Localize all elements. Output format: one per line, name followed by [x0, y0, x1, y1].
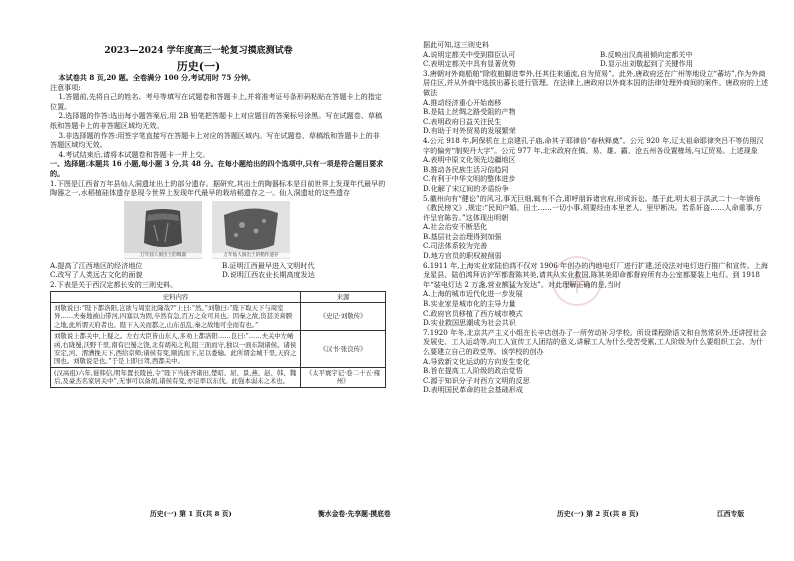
option: D.表明国民革命的社会基础形成	[423, 385, 523, 395]
option: C.司法体系较为完善	[423, 241, 488, 251]
notice-item: 2.选择题的作答:选出每小题答案后,用 2B 铅笔把答题卡上对应题目的答案标号涂黑。写在试题卷、草稿纸和答题卡上的非答题区域均无效。	[50, 111, 383, 130]
question-4-stem: 4.公元 918 年,阿保机在上京建孔子庙,命其子耶律倍“春秋释奠”。公元 920 年,辽太祖命耶律突吕不等仿照汉字的偏旁“制契丹大字”。公元 977 年,北宋政府在镇、易、雄、霸、沧五州各设置榷场,与辽贸易。上述现象	[423, 135, 764, 155]
table-header: 来源	[301, 291, 386, 302]
pottery-image	[124, 201, 202, 259]
table-header-row	[51, 291, 386, 302]
table-cell-source: 《太平寰宇记·卷二十五·雍州》	[301, 367, 386, 387]
question-1-options	[50, 261, 386, 280]
question-1-stem: 1.下图是江西省万年县仙人洞遗址出土的部分遗存。据研究,其出土的陶器标本是目前世界上发现年代最早的陶器之一,水稻植硅体遗存是现今世界上发现年代最早的栽培稻遗存之一。仙人洞遗址的这些遗存	[50, 178, 386, 198]
exam-meta: 本试卷共 8 页,20 题。全卷满分 100 分,考试用时 75 分钟。	[58, 73, 256, 82]
option: B.实业家是城市化的主导力量	[423, 299, 516, 309]
table-cell-content: 刘敬说曰:“陛下都洛阳,岂欲与周室比隆哉?”上曰:“然。”刘敬曰:“陛下取天下与周室异……夫秦地被山带河,四塞以为固,卒然有急,百万之众可具也。因秦之故,资甚美膏腴之地,此所谓天府者也。陛下入关而都之,山东虽乱,秦之故地可全而有也。”	[51, 302, 301, 330]
page1-content	[50, 73, 386, 388]
exam-title: 2023—2024 学年度高三一轮复习摸底测试卷	[104, 46, 293, 56]
option: C.表明政府日益关注民生	[423, 116, 502, 126]
notice-heading: 注意事项:	[50, 82, 81, 92]
option: A.提高了江西地区的经济地位	[50, 260, 143, 270]
table-row	[51, 331, 386, 368]
notice-item: 4.考试结束后,请将本试题卷和答题卡一并上交。	[58, 149, 210, 159]
option: C.改写了人类远古文化的面貌	[50, 270, 143, 280]
option: C.有利于中华文明的整体进步	[423, 174, 516, 184]
question-5-stem: 5.徽州向有“健讼”的风习,事无巨细,辄有不合,即呼朋诉诸官府,形成诉讼。基于此,明太祖于洪武二十一年颁布《教民榜文》,规定:“民间户婚、田土……一切小事,须要经由本里老人、里甲断决。若系奸盗……人命重事,方许呈官陈告。”这体现出明朝	[423, 193, 763, 222]
section-heading: 一、选择题:本题共 16 小题,每小题 3 分,共 48 分。在每小题给出的四个选项中,只有一项是符合题目要求的。	[50, 159, 384, 178]
table-row	[51, 302, 386, 330]
question-2-intro: 据此可知,这三则史料	[423, 40, 490, 49]
question-2-options	[423, 50, 769, 69]
rice-remains-image	[212, 201, 290, 259]
option: D.地方官员的职权被削弱	[423, 251, 502, 261]
page-2-footer: 历史(一) 第 2 页(共 8 页)	[557, 510, 639, 518]
option: C.政府官员移植了西方城市模式	[423, 308, 523, 318]
question-7-stem: 7.1920 年冬,北京共产主义小组在长辛店创办了一所劳动补习学校。所设课程除语文和自然常识外,还讲授社会发展史、工人运动等,向工人宣传工人团结的意义,讲解工人为什么受苦受累,工人阶级为什么要组织工会、为什么要建立自己的政党等。该学校的创办	[423, 327, 767, 356]
option: D.显示出刘敬起到了关键作用	[600, 59, 693, 69]
option: A.推动经济重心开始南移	[423, 97, 502, 107]
question-6-stem: 6.1911 年,上海实业家陆伯鸿不仅对 1906 年创办的内地电灯厂进行扩建,还设法对电灯进行推广和宣传。上海龙星县、陆伯鸿拜访沪军都督陈其美,请其从实业救国,陈其美即命都督府所有办公室都要装上电灯。到 1918 年“装电灯达 2 万盏,营业额猛为发达”。对此理解正确的是,当时	[423, 260, 768, 289]
rice-remains-photo	[212, 201, 290, 259]
option: A.导致新文化运动的方向发生变化	[423, 356, 530, 366]
option: D.说明江西农业长期高度发达	[222, 270, 315, 280]
series-label: 衡水金卷·先享题·摸底卷	[318, 510, 391, 518]
table-cell-content: (汉高祖)六年,徙韩信,明年置长陵邑,令“陛下当徙齐诸田,楚昭、屈、景,燕、赵、韩、魏后,及豪杰名家居关中”,无事可以备胡,诸侯有变,亦足率以东伐。此强本弱末之术也。	[51, 367, 301, 387]
question-1-photos	[124, 201, 386, 259]
table-cell-source: 《史记·刘敬传》	[301, 302, 386, 330]
option: C.源于知识分子对西方文明的反思	[423, 375, 530, 385]
table-cell-content: 刘敬说上都关中,上疑之。左右大臣皆山东人,多劝上都洛阳……良曰:“……夫关中左崤函,右陇蜀,沃野千里,南有巴蜀之饶,北有胡苑之利,阻三面而守,独以一面东制诸侯。诸侯安定,河、渭漕挽天下,西给京师;诸侯有变,顺流而下,足以委输。此所谓金城千里,天府之国也。刘敬说是也。”于是上即日驾,西都关中。	[51, 331, 301, 368]
option: B.旨在提高工人阶级的政治觉悟	[423, 366, 523, 376]
page2-content	[423, 40, 769, 395]
option: D.有助于对外贸易的发展繁荣	[423, 126, 516, 136]
page-1-footer: 历史(一) 第 1 页(共 8 页)	[150, 510, 232, 518]
option: A.上海的城市近代化进一步发展	[423, 289, 523, 299]
pottery-caption: 万年仙人洞出土的陶器	[124, 253, 202, 258]
exam-page-2	[397, 0, 794, 561]
option: A.社会治安不断恶化	[423, 222, 488, 232]
question-3-stem: 3.唐朝对外商船舶“除收舶脚进奉外,任其往来通流,自为贸易”。此外,唐政府还在广州等地设立“蕃坊”,作为外商居住区,并从外商中选拔出蕃长进行管理。在法律上,唐政府以外商本国的法律处理外商间的案件。唐政府的上述做法	[423, 68, 769, 97]
option: A.表明中原文化领先边疆地区	[423, 155, 516, 165]
rice-remains-caption: 万年仙人洞出土的稻作遗存	[212, 253, 290, 258]
question-2-stem: 2.下表是关于西汉定都长安的三则史料。	[50, 279, 178, 289]
option: B.是陆上丝绸之路受阻的产物	[423, 107, 516, 117]
option: C.表明定都关中具有显著优势	[423, 59, 516, 69]
option: D.化解了宋辽间的矛盾纷争	[423, 183, 509, 193]
source-table	[50, 291, 386, 388]
subject-title: 历史(一)	[176, 60, 221, 73]
option: B.基层社会治理得到加强	[423, 231, 502, 241]
notice-item: 1.答题前,先将自己的姓名、考号等填写在试题卷和答题卡上,并将准考证号条形码粘贴在答题卡上的指定位置。	[50, 92, 382, 111]
option: B.反映出汉高祖倾向定都关中	[600, 49, 693, 59]
option: D.实业救国思潮成为社会共识	[423, 318, 516, 328]
table-cell-source: 《汉书·张良传》	[301, 331, 386, 368]
notice-item: 3.非选择题的作答:用签字笔直接写在答题卡上对应的答题区域内。写在试题卷、草稿纸和答题卡上的非答题区域均无效。	[50, 130, 380, 150]
table-header: 史料内容	[51, 291, 301, 302]
pottery-photo	[124, 201, 202, 259]
option: B.推动各民族生活习俗趋同	[423, 164, 509, 174]
table-row	[51, 367, 386, 387]
edition-label: 江西专版	[717, 510, 745, 518]
option: A.说明定都关中受到群臣认可	[423, 49, 516, 59]
option: B.证明江西最早进入文明时代	[222, 260, 315, 270]
